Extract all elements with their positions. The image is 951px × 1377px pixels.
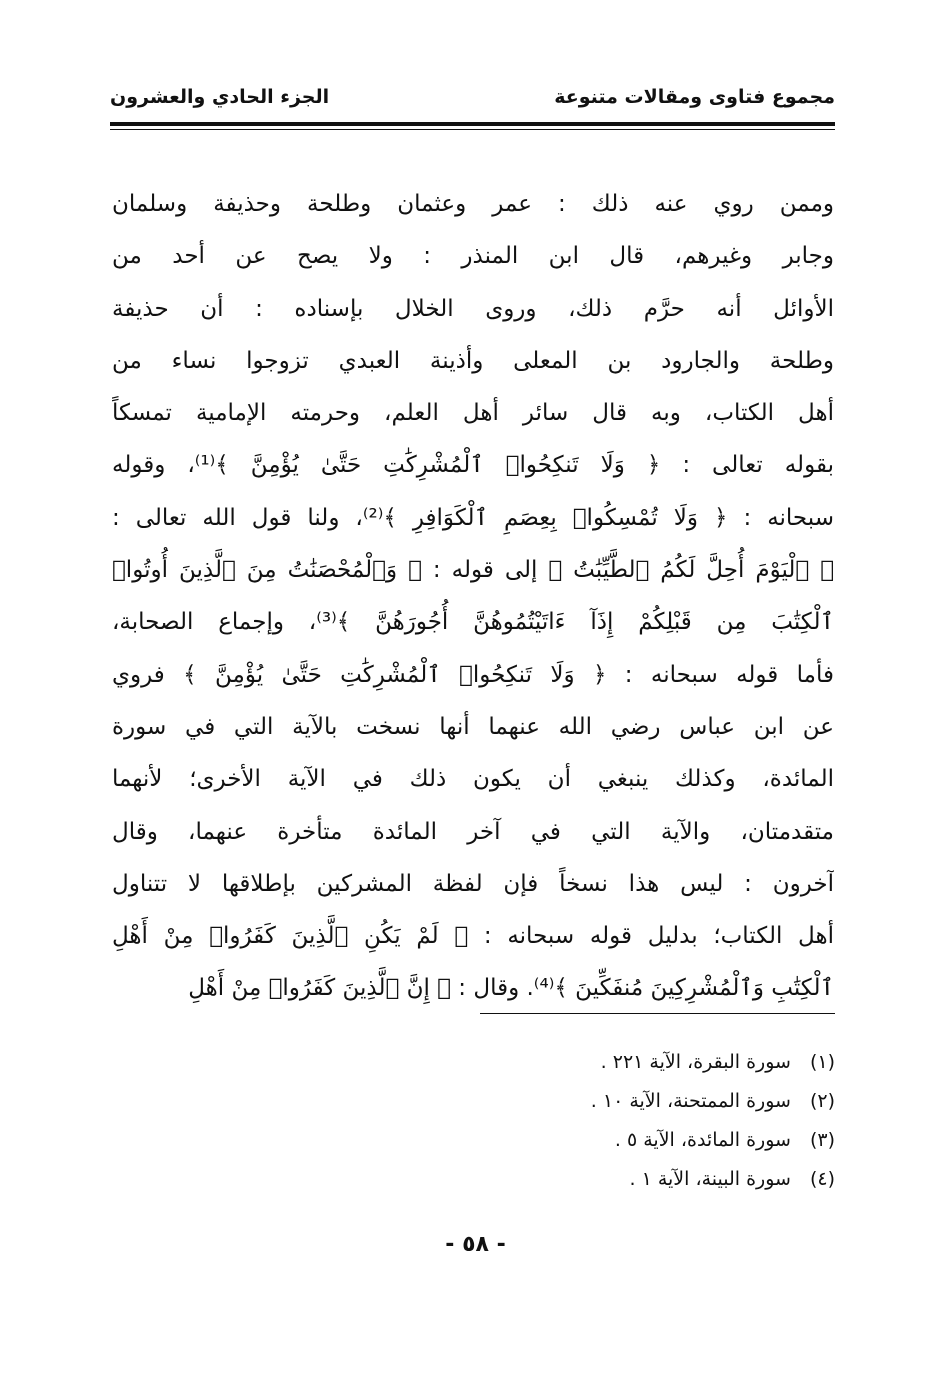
header-rule-thick xyxy=(110,122,835,126)
main-text xyxy=(112,178,834,1015)
page-number: - ٥٨ - xyxy=(445,1232,506,1257)
footnote-number: (٣) xyxy=(809,1129,835,1151)
footnote xyxy=(435,1160,835,1199)
text-line: ٱلْكِتَٰبَ مِن قَبْلِكُمْ إِذَآ ءَاتَيْتُمُوهُنَّ أُجُورَهُنَّ ﴾⁽³⁾، وإجماع الصحابة، xyxy=(112,609,834,636)
running-header xyxy=(110,82,835,122)
footnote-text: سورة البقرة، الآية ٢٢١ . xyxy=(600,1051,791,1073)
volume-title: الجزء الحادي والعشرون xyxy=(110,86,330,108)
footnote-number: (٤) xyxy=(809,1168,835,1190)
text-line: ﴿ ٱلْيَوْمَ أُحِلَّ لَكُمُ ٱلطَّيِّبَٰتُ ﴾ إلى قوله : ﴿ وَٱلْمُحْصَنَٰتُ مِنَ ٱلَّذِينَ أُوتُوا۟ xyxy=(112,557,834,584)
footnote xyxy=(435,1082,835,1121)
footnote-text: سورة البينة، الآية ١ . xyxy=(629,1168,791,1190)
text-line: المائدة، وكذلك ينبغي أن يكون ذلك في الآية الأخرى؛ لأنهما xyxy=(112,766,834,793)
text-line: سبحانه : ﴿ وَلَا تُمْسِكُوا۟ بِعِصَمِ ٱلْكَوَافِرِ ﴾⁽²⁾، ولنا قول الله تعالى : xyxy=(112,504,834,531)
text-line: أهل الكتاب؛ بدليل قوله سبحانه : ﴿ لَمْ يَكُنِ ٱلَّذِينَ كَفَرُوا۟ مِنْ أَهْلِ xyxy=(112,923,834,950)
text-line: وطلحة والجارود بن المعلى وأذينة العبدي تزوجوا نساء من xyxy=(112,347,834,374)
text-line: آخرون : ليس هذا نسخاً فإن لفظة المشركين بإطلاقها لا تتناول xyxy=(112,870,834,897)
header-rule-thin xyxy=(110,129,835,130)
text-line: وجابر وغيرهم، قال ابن المنذر : ولا يصح عن أحد من xyxy=(112,243,834,270)
footnote-number: (١) xyxy=(809,1051,835,1073)
text-line: فأما قوله سبحانه : ﴿ وَلَا تَنكِحُوا۟ ٱلْمُشْرِكَٰتِ حَتَّىٰ يُؤْمِنَّ ﴾ فروي xyxy=(112,661,834,688)
text-line: عن ابن عباس رضي الله عنهما أنها نسخت بالآية التي في سورة xyxy=(112,713,834,740)
text-line: ٱلْكِتَٰبِ وَٱلْمُشْرِكِينَ مُنفَكِّينَ ﴾⁽⁴⁾. وقال : ﴿ إِنَّ ٱلَّذِينَ كَفَرُوا۟ مِنْ أَهْلِ xyxy=(188,975,834,1002)
footnote-number: (٢) xyxy=(809,1090,835,1112)
footnote-text: سورة الممتحنة، الآية ١٠ . xyxy=(590,1090,791,1112)
text-line: الأوائل أنه حرَّم ذلك، وروى الخلال بإسناده : أن حذيفة xyxy=(112,295,834,322)
footnote xyxy=(435,1121,835,1160)
footnote-text: سورة المائدة، الآية ٥ . xyxy=(614,1129,791,1151)
text-line: وممن روي عنه ذلك : عمر وعثمان وطلحة وحذيفة وسلمان xyxy=(112,191,834,217)
footnote xyxy=(435,1043,835,1082)
footnotes xyxy=(435,1043,835,1199)
text-line: متقدمتان، والآية التي في آخر المائدة متأخرة عنهما، وقال xyxy=(112,818,834,845)
footnote-separator xyxy=(480,1013,835,1014)
text-line: أهل الكتاب، وبه قال سائر أهل العلم، وحرمته الإمامية تمسكاً xyxy=(112,400,834,427)
book-title: مجموع فتاوى ومقالات متنوعة xyxy=(554,86,835,108)
text-line: بقوله تعالى : ﴿ وَلَا تَنكِحُوا۟ ٱلْمُشْرِكَٰتِ حَتَّىٰ يُؤْمِنَّ ﴾⁽¹⁾، وقوله xyxy=(112,452,834,479)
